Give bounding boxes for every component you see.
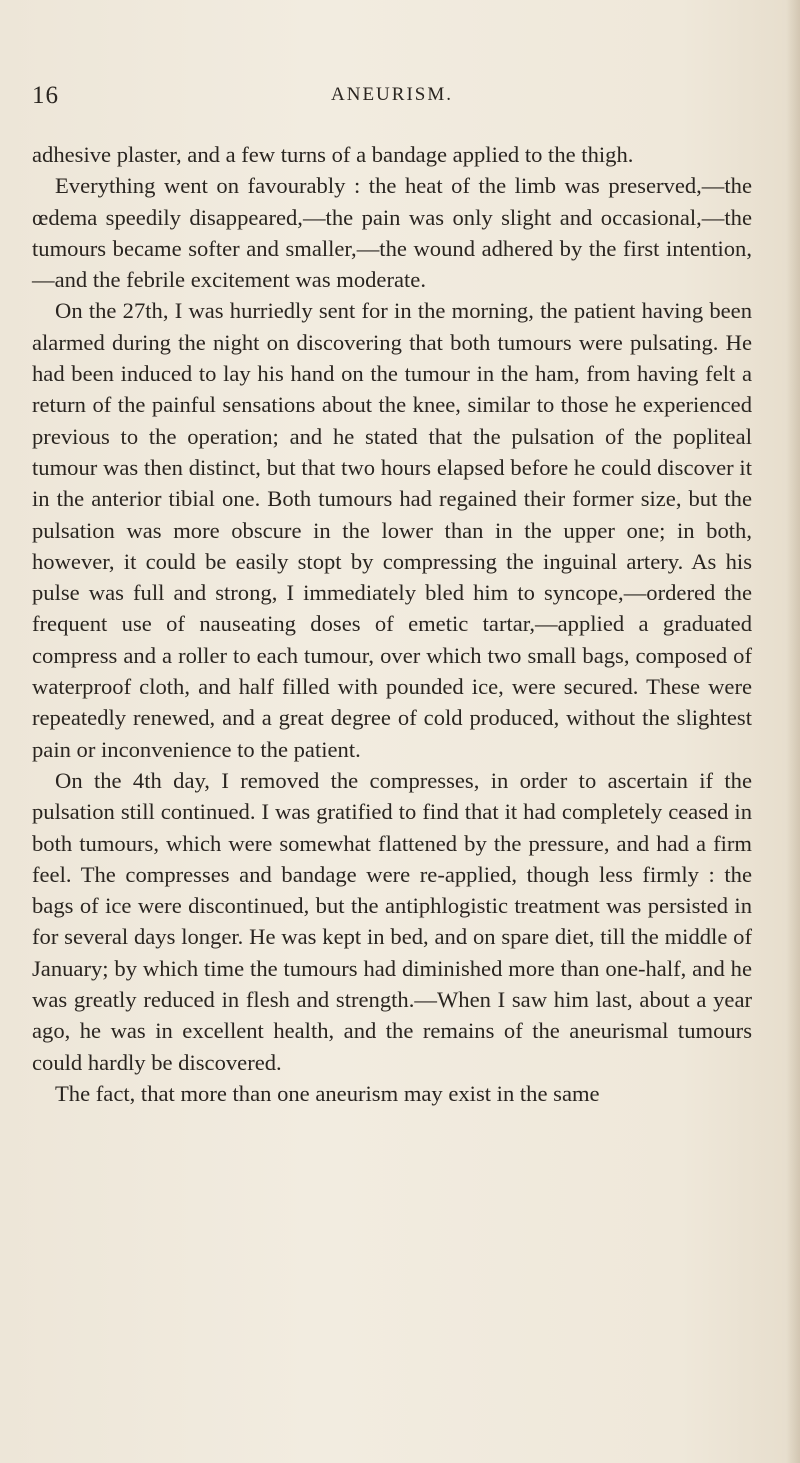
body-text xyxy=(32,139,752,1109)
page-edge-shadow xyxy=(786,0,800,1463)
page-number: 16 xyxy=(32,82,59,109)
paragraph: On the 27th, I was hurriedly sent for in the morning, the patient having been alarmed during the night on discovering that both tumours were pulsating. He had been induced to lay his hand on the tumour in the ham, from having felt a return of the painful sensations about the knee, similar to those he experienced previous to the operation; and he stated that the pulsation of the popliteal tumour was then distinct, but that two hours elapsed before he could discover it in the anterior tibial one. Both tumours had regained their former size, but the pulsation was more obscure in the lower than in the upper one; in both, however, it could be easily stopt by compressing the inguinal artery. As his pulse was full and strong, I immediately bled him to syncope,—ordered the frequent use of nauseating doses of emetic tartar,—applied a graduated compress and a roller to each tumour, over which two small bags, composed of waterproof cloth, and half filled with pounded ice, were secured. These were repeatedly renewed, and a great degree of cold produced, without the slightest pain or inconvenience to the patient. xyxy=(32,298,752,762)
running-head: ANEURISM. xyxy=(331,84,453,105)
page-header xyxy=(32,82,752,112)
paragraph: On the 4th day, I removed the compresses, in order to ascertain if the pulsation still continued. I was gratified to find that it had completely ceased in both tumours, which were somewhat flattened by the pressure, and had a firm feel. The compresses and bandage were re-applied, though less firmly : the bags of ice were discontinued, but the antiphlogistic treatment was persisted in for several days longer. He was kept in bed, and on spare diet, till the middle of January; by which time the tumours had diminished more than one-half, and he was greatly reduced in flesh and strength.—When I saw him last, about a year ago, he was in excellent health, and the remains of the aneurismal tumours could hardly be discovered. xyxy=(32,767,752,1075)
paragraph: Everything went on favourably : the heat of the limb was preserved,—the œdema speedily disappeared,—the pain was only slight and occasional,—the tumours became softer and smaller,—the wound adhered by the first intention,—and the febrile excitement was moderate. xyxy=(32,173,752,293)
paragraph-continuation: adhesive plaster, and a few turns of a bandage applied to the thigh. xyxy=(32,142,634,167)
paragraph: The fact, that more than one aneurism may exist in the same xyxy=(55,1080,600,1106)
